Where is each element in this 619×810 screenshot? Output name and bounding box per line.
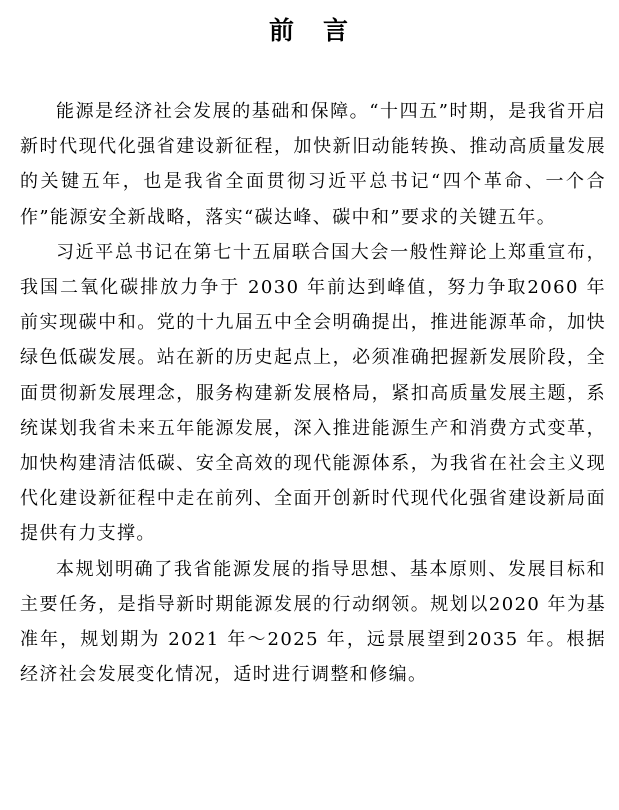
paragraph-2: 习近平总书记在第七十五届联合国大会一般性辩论上郑重宣布，我国二氧化碳排放力争于 2030 年前达到峰值，努力争取2060 年前实现碳中和。党的十九届五中全会明确提出，推进能源革命，加快绿色低碳发展。站在新的历史起点上，必须准确把握新发展阶段，全面贯彻新发展理念，服务构建新发展格局，紧扣高质量发展主题，系统谋划我省未来五年能源发展，深入推进能源生产和消费方式变革，加快构建清洁低碳、安全高效的现代能源体系，为我省在社会主义现代化建设新征程中走在前列、全面开创新时代现代化强省建设新局面提供有力支撑。 xyxy=(20,241,606,545)
paragraph-1: 能源是经济社会发展的基础和保障。“十四五”时期，是我省开启新时代现代化强省建设新征程，加快新旧动能转换、推动高质量发展的关键五年，也是我省全面贯彻习近平总书记“四个革命、一个合作”能源安全新战略，落实“碳达峰、碳中和”要求的关键五年。 xyxy=(20,101,606,228)
paragraph-3: 本规划明确了我省能源发展的指导思想、基本原则、发展目标和主要任务，是指导新时期能源发展的行动纲领。规划以2020 年为基准年，规划期为 2021 年～2025 年，远景展望到2035 年。根据经济社会发展变化情况，适时进行调整和修编。 xyxy=(20,558,606,686)
body-text xyxy=(20,94,606,692)
page-title: 前 言 xyxy=(268,16,350,45)
